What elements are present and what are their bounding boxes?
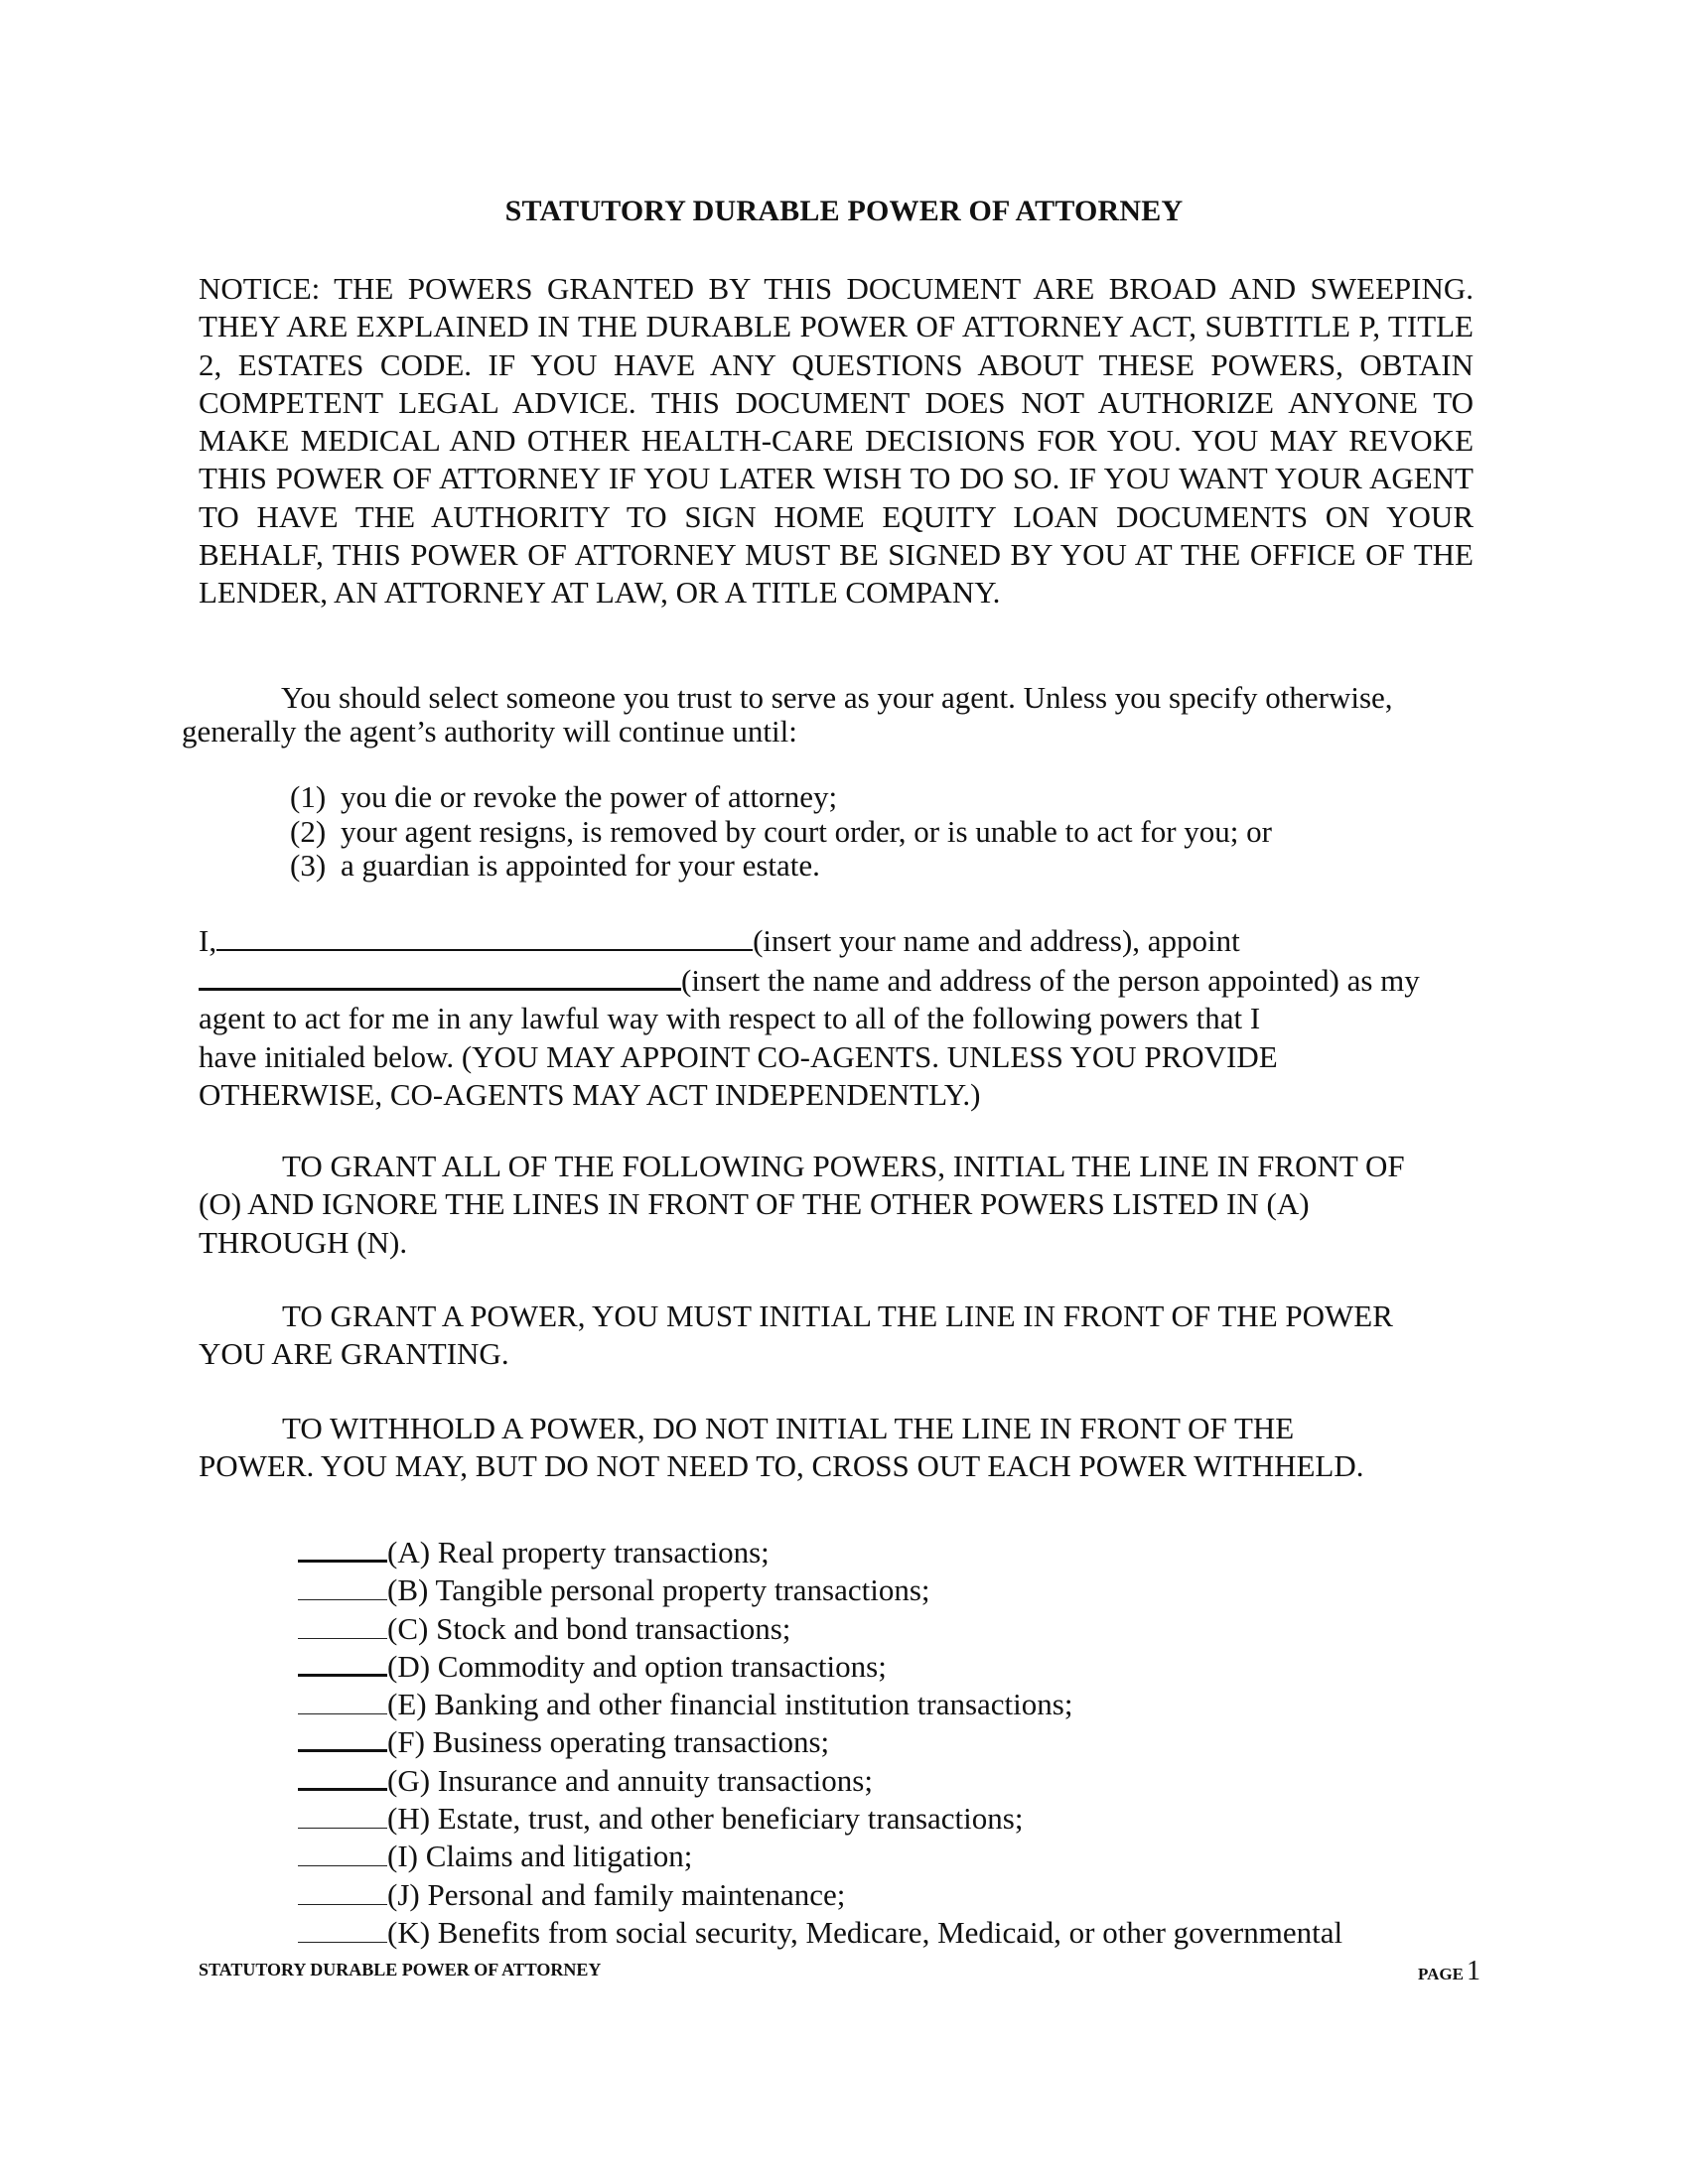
power-item xyxy=(298,1723,1342,1761)
initial-blank[interactable] xyxy=(298,1648,387,1677)
appointment-line: agent to act for me in any lawful way with respect to all of the following powers that I xyxy=(199,1001,1261,1036)
list-text: a guardian is appointed for your estate. xyxy=(341,848,820,883)
power-label: (K) Benefits from social security, Medicare, Medicaid, or other governmental xyxy=(387,1914,1343,1950)
instruction-line: (O) AND IGNORE THE LINES IN FRONT OF THE OTHER POWERS LISTED IN (A) xyxy=(199,1186,1310,1222)
page-number-value: 1 xyxy=(1466,1956,1480,1986)
appointment-line: OTHERWISE, CO-AGENTS MAY ACT INDEPENDENTLY.) xyxy=(199,1076,981,1112)
instruction-line: TO GRANT ALL OF THE FOLLOWING POWERS, INITIAL THE LINE IN FRONT OF xyxy=(282,1149,1405,1183)
footer-title: STATUTORY DURABLE POWER OF ATTORNEY xyxy=(199,1960,602,1979)
list-text: your agent resigns, is removed by court order, or is unable to act for you; or xyxy=(341,813,1272,849)
appointment-prefix: I, xyxy=(199,923,217,958)
instruction-line: POWER. YOU MAY, BUT DO NOT NEED TO, CROSS OUT EACH POWER WITHHELD. xyxy=(199,1448,1364,1484)
power-label: (E) Banking and other financial institution transactions; xyxy=(387,1687,1073,1722)
power-item xyxy=(298,1686,1342,1723)
agent-name-hint: (insert the name and address of the person appointed) as my xyxy=(681,963,1420,999)
grant-power-instruction xyxy=(199,1297,1499,1374)
agent-intro-paragraph: You should select someone you trust to serve as your agent. Unless you specify otherwise, generally the agent’s authority will continue until: xyxy=(182,680,1393,749)
list-item xyxy=(290,780,1272,815)
power-label: (C) Stock and bond transactions; xyxy=(387,1610,791,1646)
power-label: (F) Business operating transactions; xyxy=(387,1724,830,1760)
power-label: (D) Commodity and option transactions; xyxy=(387,1648,887,1684)
instruction-line: THROUGH (N). xyxy=(199,1224,408,1260)
power-label: (H) Estate, trust, and other beneficiary transactions; xyxy=(387,1801,1024,1837)
notice-paragraph: NOTICE: THE POWERS GRANTED BY THIS DOCUMENT ARE BROAD AND SWEEPING. THEY ARE EXPLAINED IN THE DURABLE POWER OF ATTORNEY ACT, SUBTITLE P, TITLE 2, ESTATES CODE. IF YOU HAVE ANY QUESTIONS ABOUT THESE POWERS, OBTAIN COMPETENT LEGAL ADVICE. THIS DOCUMENT DOES NOT AUTHORIZE ANYONE TO MAKE MEDICAL AND OTHER HEALTH-CARE DECISIONS FOR YOU. YOU MAY REVOKE THIS POWER OF ATTORNEY IF YOU LATER WISH TO DO SO. IF YOU WANT YOUR AGENT TO HAVE THE AUTHORITY TO SIGN HOME EQUITY LOAN DOCUMENTS ON YOUR BEHALF, THIS POWER OF ATTORNEY MUST BE SIGNED BY YOU AT THE OFFICE OF THE LENDER, AN ATTORNEY AT LAW, OR A TITLE COMPANY. xyxy=(199,271,1474,611)
power-label: (G) Insurance and annuity transactions; xyxy=(387,1762,873,1798)
conditions-list xyxy=(290,780,1272,884)
power-label: (B) Tangible personal property transactions; xyxy=(387,1572,930,1608)
appointment-section xyxy=(199,921,1489,1114)
initial-blank[interactable] xyxy=(298,1573,387,1600)
power-item xyxy=(298,1571,1342,1609)
power-label: (A) Real property transactions; xyxy=(387,1535,770,1570)
page-label: PAGE xyxy=(1418,1965,1464,1983)
document-title: STATUTORY DURABLE POWER OF ATTORNEY xyxy=(504,195,1184,227)
principal-name-hint: (insert your name and address), appoint xyxy=(753,923,1240,958)
instruction-line: TO WITHHOLD A POWER, DO NOT INITIAL THE LINE IN FRONT OF THE xyxy=(282,1411,1295,1445)
appointment-line: have initialed below. (YOU MAY APPOINT CO-AGENTS. UNLESS YOU PROVIDE xyxy=(199,1038,1278,1074)
power-label: (I) Claims and litigation; xyxy=(387,1839,693,1874)
power-item xyxy=(298,1838,1342,1875)
principal-name-blank[interactable] xyxy=(216,921,753,951)
grant-all-instruction xyxy=(199,1148,1499,1262)
initial-blank[interactable] xyxy=(298,1723,387,1752)
agent-name-blank[interactable] xyxy=(199,960,681,991)
initial-blank[interactable] xyxy=(298,1688,387,1714)
withhold-power-instruction xyxy=(199,1410,1499,1486)
initial-blank[interactable] xyxy=(298,1612,387,1639)
power-item xyxy=(298,1762,1342,1800)
page-number xyxy=(1418,1956,1480,1987)
list-text: you die or revoke the power of attorney; xyxy=(341,779,838,814)
power-label: (J) Personal and family maintenance; xyxy=(387,1876,846,1912)
initial-blank[interactable] xyxy=(298,1840,387,1866)
initial-blank[interactable] xyxy=(298,1762,387,1791)
power-item xyxy=(298,1914,1342,1952)
instruction-line: TO GRANT A POWER, YOU MUST INITIAL THE LINE IN FRONT OF THE POWER xyxy=(282,1298,1393,1333)
power-item xyxy=(298,1648,1342,1686)
initial-blank[interactable] xyxy=(298,1534,387,1563)
list-number: (3) xyxy=(290,848,327,883)
power-item xyxy=(298,1534,1342,1571)
powers-list xyxy=(298,1534,1342,1952)
power-item xyxy=(298,1876,1342,1914)
power-item xyxy=(298,1610,1342,1648)
list-number: (2) xyxy=(290,813,327,849)
list-number: (1) xyxy=(290,779,327,814)
list-item xyxy=(290,815,1272,850)
power-item xyxy=(298,1800,1342,1838)
initial-blank[interactable] xyxy=(298,1916,387,1943)
list-item xyxy=(290,849,1272,884)
initial-blank[interactable] xyxy=(298,1878,387,1905)
initial-blank[interactable] xyxy=(298,1802,387,1829)
instruction-line: YOU ARE GRANTING. xyxy=(199,1336,509,1372)
